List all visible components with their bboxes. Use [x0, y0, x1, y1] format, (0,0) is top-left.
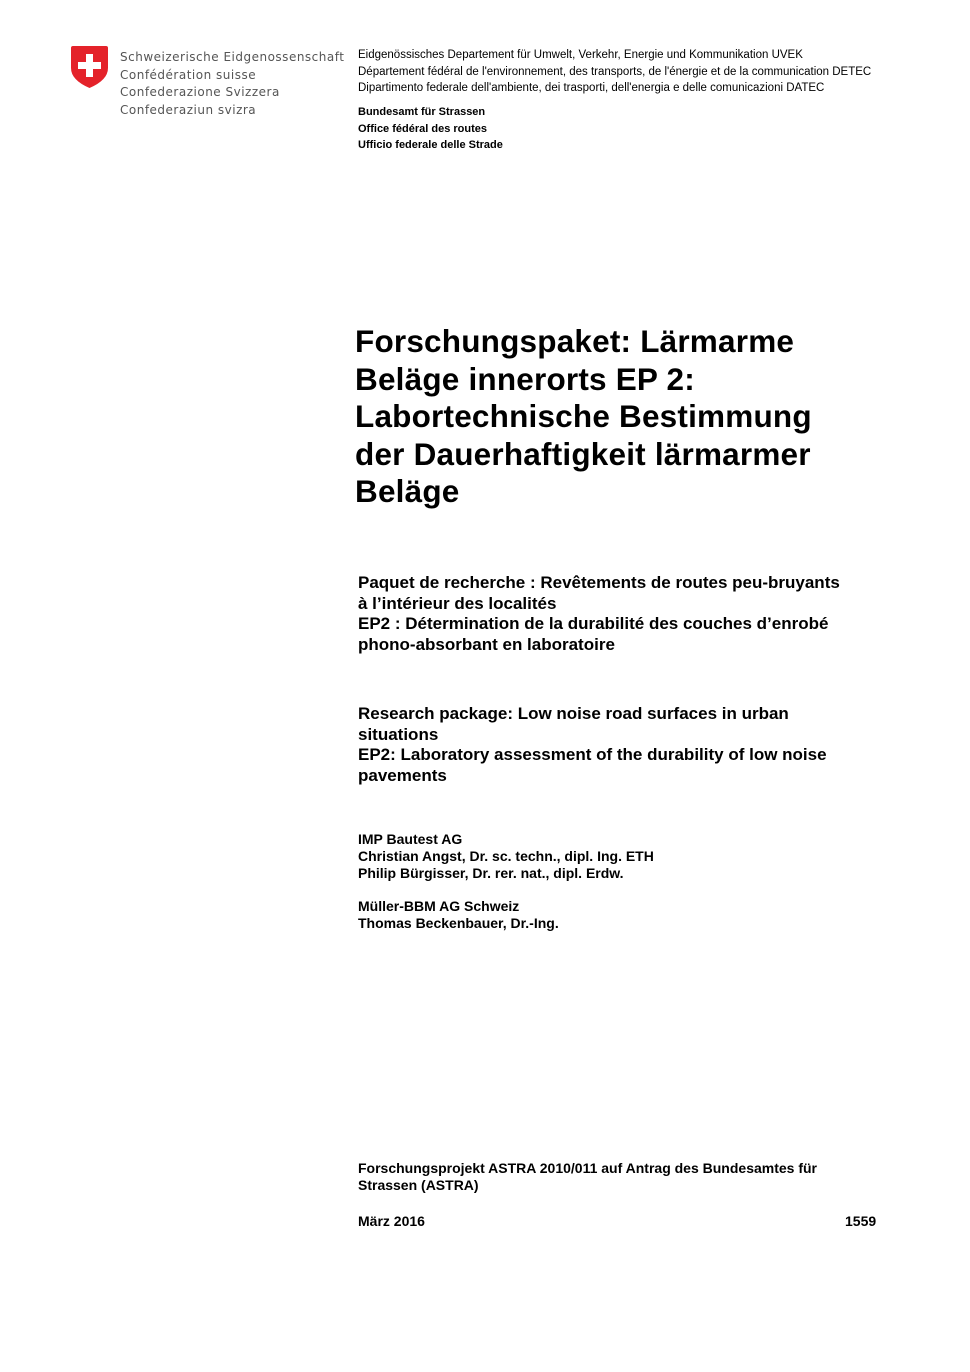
wordmark-line-it: Confederazione Svizzera: [120, 85, 280, 99]
title-line: Labortechnische Bestimmung: [355, 398, 812, 434]
project-line: Strassen (ASTRA): [358, 1177, 479, 1193]
author-name: Philip Bürgisser, Dr. rer. nat., dipl. Erdw.: [358, 865, 624, 881]
department-it: Dipartimento federale dell'ambiente, dei trasporti, dell'energia e delle comunicazioni DATEC: [358, 82, 825, 94]
office-it: Ufficio federale delle Strade: [358, 139, 503, 152]
report-number: 1559: [845, 1213, 877, 1229]
author-organization: Müller-BBM AG Schweiz: [358, 898, 520, 914]
author-name: Thomas Beckenbauer, Dr.-Ing.: [358, 915, 559, 931]
title-line: Forschungspaket: Lärmarme: [355, 323, 795, 359]
swiss-shield-icon: [71, 46, 108, 88]
title-line: Beläge: [355, 473, 460, 509]
office-de: Bundesamt für Strassen: [358, 106, 486, 118]
wordmark-line-de: Schweizerische Eidgenossenschaft: [120, 50, 345, 64]
french-title-line: phono-absorbant en laboratoire: [358, 634, 615, 654]
confederation-wordmark: [120, 49, 344, 119]
office-fr: Office fédéral des routes: [358, 122, 487, 135]
authors-mueller-bbm: [358, 898, 559, 932]
project-statement: [358, 1160, 817, 1194]
title-line: der Dauerhaftigkeit lärmarmer: [355, 435, 811, 472]
english-title-line: Research package: Low noise road surfaces in urban: [358, 704, 789, 723]
department-de: Eidgenössisches Departement für Umwelt, Verkehr, Energie und Kommunikation UVEK: [358, 49, 803, 61]
authors-imp-bautest: [358, 831, 654, 882]
french-title: [358, 573, 918, 655]
author-organization: IMP Bautest AG: [358, 831, 463, 847]
english-title-line: EP2: Laboratory assessment of the durability of low noise: [358, 745, 827, 765]
publication-date: März 2016: [358, 1213, 425, 1229]
author-name: Christian Angst, Dr. sc. techn., dipl. Ing. ETH: [358, 848, 654, 864]
title-line: Beläge innerorts EP 2:: [355, 360, 695, 397]
french-title-line: Paquet de recherche : Revêtements de routes peu-bruyants: [358, 573, 840, 592]
document-title: [355, 323, 915, 511]
department-fr: Département fédéral de l'environnement, des transports, de l'énergie et de la communication DETEC: [358, 65, 872, 78]
english-title: [358, 704, 918, 786]
wordmark-line-rm: Confederaziun svizra: [120, 102, 257, 117]
wordmark-line-fr: Confédération suisse: [120, 67, 257, 82]
office-header: [358, 104, 503, 154]
project-line: Forschungsprojekt ASTRA 2010/011 auf Antrag des Bundesamtes für: [358, 1160, 818, 1176]
department-header: [358, 47, 871, 97]
english-title-line: situations: [358, 724, 439, 744]
french-title-line: EP2 : Détermination de la durabilité des couches d’enrobé: [358, 614, 829, 634]
french-title-line: à l’intérieur des localités: [358, 593, 557, 613]
english-title-line: pavements: [358, 765, 447, 785]
